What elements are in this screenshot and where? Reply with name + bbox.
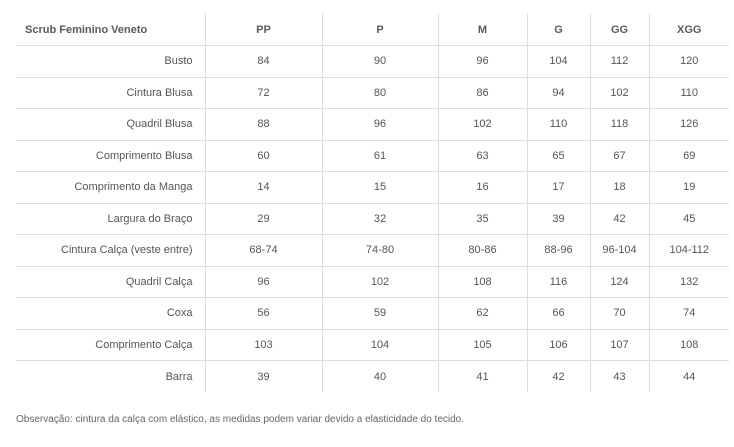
size-header-gg: GG [590,14,649,46]
size-header-g: G [527,14,590,46]
table-row [16,203,729,235]
measurement-value: 15 [322,172,438,204]
measurement-value: 44 [683,370,696,383]
measurement-value: 68-74 [205,235,322,267]
measurement-label: Cintura Calça (veste entre) [16,235,205,267]
measurement-label: Comprimento da Manga [16,172,205,204]
table-row [16,172,729,204]
header-row [16,14,729,46]
measurement-value: 43 [590,361,649,393]
measurement-value: 17 [527,172,590,204]
measurement-value: 70 [590,298,649,330]
measurement-value: 103 [205,329,322,361]
measurement-label: Coxa [16,298,205,330]
measurement-value: 126 [649,109,729,141]
measurement-value: 132 [649,266,729,298]
table-title: Scrub Feminino Veneto [16,14,205,46]
table-body [16,46,729,393]
measurement-value: 104 [322,329,438,361]
size-header-p: P [322,14,438,46]
measurement-value: 65 [527,140,590,172]
measurement-value: 67 [590,140,649,172]
measurement-value: 102 [590,77,649,109]
measurement-value: 63 [438,140,527,172]
measurement-value: 108 [438,266,527,298]
table-row [16,46,729,78]
measurement-value: 84 [205,46,322,78]
measurement-value: 66 [527,298,590,330]
measurement-value: 29 [205,203,322,235]
measurement-value: 116 [527,266,590,298]
table-row [16,235,729,267]
size-header-m: M [438,14,527,46]
measurement-value: 105 [438,329,527,361]
measurement-value: 72 [205,77,322,109]
measurement-value: 41 [438,361,527,393]
measurement-value: 69 [649,140,729,172]
measurement-value: 16 [438,172,527,204]
measurement-value: 102 [438,109,527,141]
measurement-value: 96 [205,266,322,298]
table-row [16,77,729,109]
measurement-label: Comprimento Calça [16,329,205,361]
measurement-value: 86 [438,77,527,109]
measurement-value: 80 [322,77,438,109]
size-header-xgg: XGG [649,14,729,46]
measurement-value: 74 [649,298,729,330]
measurement-value: 40 [322,361,438,393]
measurement-value: 14 [205,172,322,204]
size-header-pp: PP [205,14,322,46]
measurement-value: 60 [205,140,322,172]
table-row [16,361,729,393]
measurement-value: 35 [438,203,527,235]
measurement-value: 107 [590,329,649,361]
measurement-label: Comprimento Blusa [16,140,205,172]
table-row [16,329,729,361]
measurement-value: 104-112 [649,235,729,267]
measurement-value: 118 [590,109,649,141]
measurement-value: 108 [649,329,729,361]
measurement-value: 88-96 [527,235,590,267]
measurement-label: Cintura Blusa [16,77,205,109]
table-row [16,266,729,298]
measurement-value: 18 [590,172,649,204]
measurement-value: 120 [649,46,729,78]
measurement-value: 59 [322,298,438,330]
measurement-value: 42 [527,361,590,393]
measurement-value: 106 [527,329,590,361]
measurement-value: 74-80 [322,235,438,267]
measurement-value: 96-104 [590,235,649,267]
measurement-label: Quadril Blusa [16,109,205,141]
measurement-value: 45 [649,203,729,235]
measurement-value: 39 [527,203,590,235]
measurement-value: 42 [590,203,649,235]
table-row [16,298,729,330]
measurement-value: 80-86 [438,235,527,267]
measurement-value: 90 [322,46,438,78]
measurement-value: 104 [527,46,590,78]
measurement-value: 19 [649,172,729,204]
measurement-value: 61 [322,140,438,172]
measurement-value: 96 [438,46,527,78]
measurement-value: 110 [527,109,590,141]
measurement-value: 96 [322,109,438,141]
measurement-label: Largura do Braço [16,203,205,235]
table-row [16,140,729,172]
table-row [16,109,729,141]
measurement-value: 102 [322,266,438,298]
measurement-value: 62 [438,298,527,330]
measurement-value: 88 [205,109,322,141]
measurement-label: Busto [16,46,205,78]
measurement-value: 124 [590,266,649,298]
measurement-label: Barra [16,361,205,393]
measurement-value: 56 [205,298,322,330]
measurement-value: 110 [649,77,729,109]
size-chart-table [16,14,729,392]
measurement-value: 39 [205,361,322,393]
measurement-value: 94 [527,77,590,109]
measurement-label: Quadril Calça [16,266,205,298]
measurement-value: 32 [322,203,438,235]
footnote: Observação: cintura da calça com elástico, as medidas podem variar devido a elasticidade do tecido. [16,414,465,425]
measurement-value: 112 [590,46,649,78]
